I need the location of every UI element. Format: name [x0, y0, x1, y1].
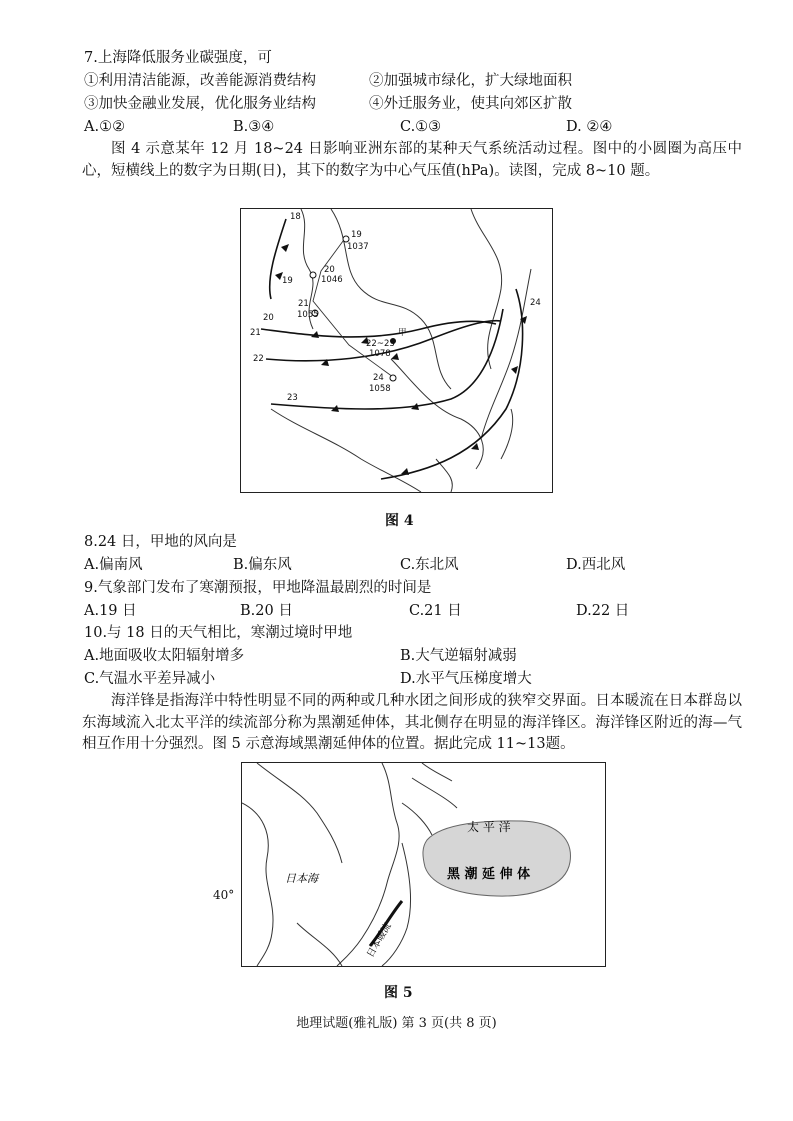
label-pacific: 太 平 洋 [467, 820, 511, 834]
coastline [471, 209, 502, 369]
label-1078: 1078 [369, 349, 391, 359]
label-22-23: 22~23 [366, 339, 395, 349]
q7-option-b[interactable]: B.③④ [233, 119, 275, 135]
label-18: 18 [290, 212, 301, 222]
q7-option-c[interactable]: C.①③ [400, 119, 442, 135]
intro-paragraph-2: 海洋锋是指海洋中特性明显不同的两种或几种水团之间形成的狭窄交界面。日本暖流在日本群岛以东海域流入北太平洋的续流部分称为黑潮延伸体，其北侧存在明显的海洋锋区。海洋锋区附近的海—气相互作用十分强烈。图 5 示意海域黑潮延伸体的位置。据此完成 11~13题。 [82, 693, 742, 752]
label-24a: 24 [373, 373, 384, 383]
q7-stem: 7.上海降低服务业碳强度，可 [84, 50, 272, 66]
label-1037: 1037 [347, 242, 369, 252]
figure-4-map [240, 208, 553, 493]
coastline-honshu-east [382, 843, 411, 966]
label-1046: 1046 [321, 275, 343, 285]
label-20b: 20 [263, 313, 274, 323]
coastline-kuril [412, 778, 457, 808]
coastline-korea [297, 923, 342, 966]
q9-option-a[interactable]: A.19 日 [84, 603, 137, 619]
intro-paragraph-1: 图 4 示意某年 12 月 18~24 日影响亚洲东部的某种天气系统活动过程。图中的小圆圈为高压中心，短横线上的数字为日期(日)，其下的数字为中心气压值(hPa)。读图，完成 8~10 题。 [82, 141, 742, 179]
q10-option-b[interactable]: B.大气逆辐射减弱 [400, 648, 517, 664]
q7-option-a[interactable]: A.①② [84, 119, 126, 135]
coastline [391, 359, 483, 469]
label-sea-of-japan: 日本海 [285, 872, 318, 885]
label-21a: 21 [298, 299, 309, 309]
front-triangle [391, 353, 399, 360]
coastline-asia [242, 803, 273, 966]
label-22: 22 [253, 354, 264, 364]
front-line-21 [261, 321, 496, 337]
high-center-20 [310, 272, 316, 278]
front-triangle [511, 366, 518, 374]
q10-option-c[interactable]: C.气温水平差异减小 [84, 671, 216, 687]
q9-option-b[interactable]: B.20 日 [240, 603, 293, 619]
coastline-asia [257, 763, 342, 863]
label-jia: 甲 [398, 328, 407, 338]
front-line-23 [271, 309, 503, 409]
label-19a: 19 [351, 230, 362, 240]
front-triangle [281, 244, 289, 252]
q8-option-a[interactable]: A.偏南风 [84, 557, 143, 573]
label-23: 23 [287, 393, 298, 403]
label-latitude-40: 40° [213, 888, 235, 902]
q10-option-d[interactable]: D.水平气压梯度增大 [400, 671, 532, 687]
q7-statement-2: ②加强城市绿化，扩大绿地面积 [369, 73, 572, 89]
label-1058: 1058 [369, 384, 391, 394]
label-kuroshio-extension: 黑 潮 延 伸 体 [447, 867, 531, 882]
high-center-24 [390, 375, 396, 381]
q9-option-d[interactable]: D.22 日 [576, 603, 630, 619]
label-japan-current: 日本暖流 [365, 921, 394, 960]
q7-option-d[interactable]: D. ②④ [566, 119, 613, 135]
page-footer: 地理试题(雅礼版) 第 3 页(共 8 页) [296, 1016, 497, 1031]
figure-5-map [241, 762, 606, 967]
label-1055: 1055 [297, 310, 319, 320]
q8-stem: 8.24 日，甲地的风向是 [84, 534, 237, 550]
label-21b: 21 [250, 328, 261, 338]
q7-statement-3: ③加快金融业发展，优化服务业结构 [84, 96, 316, 112]
front-triangle [401, 468, 409, 475]
coastline-japan [337, 763, 399, 966]
q10-stem: 10.与 18 日的天气相比，寒潮过境时甲地 [84, 625, 353, 641]
q9-option-c[interactable]: C.21 日 [409, 603, 462, 619]
label-24b: 24 [530, 298, 541, 308]
label-19b: 19 [282, 276, 293, 286]
coastline-sakhalin [422, 763, 452, 781]
coastline [331, 209, 451, 389]
q7-statement-4: ④外迁服务业，使其向郊区扩散 [369, 96, 572, 112]
q10-option-a[interactable]: A.地面吸收太阳辐射增多 [84, 648, 245, 664]
figure-4-caption: 图 4 [385, 513, 414, 529]
coastline [481, 269, 531, 439]
coastline [271, 409, 421, 492]
front-line-18 [270, 219, 286, 299]
q7-statement-1: ①利用清洁能源，改善能源消费结构 [84, 73, 316, 89]
q8-option-d[interactable]: D.西北风 [566, 557, 626, 573]
figure-5-caption: 图 5 [384, 985, 413, 1001]
q8-option-c[interactable]: C.东北风 [400, 557, 459, 573]
label-20a: 20 [324, 265, 335, 275]
coastline-hokkaido [402, 803, 432, 835]
q9-stem: 9.气象部门发布了寒潮预报，甲地降温最剧烈的时间是 [84, 580, 432, 596]
coastline [501, 409, 513, 459]
q8-option-b[interactable]: B.偏东风 [233, 557, 292, 573]
